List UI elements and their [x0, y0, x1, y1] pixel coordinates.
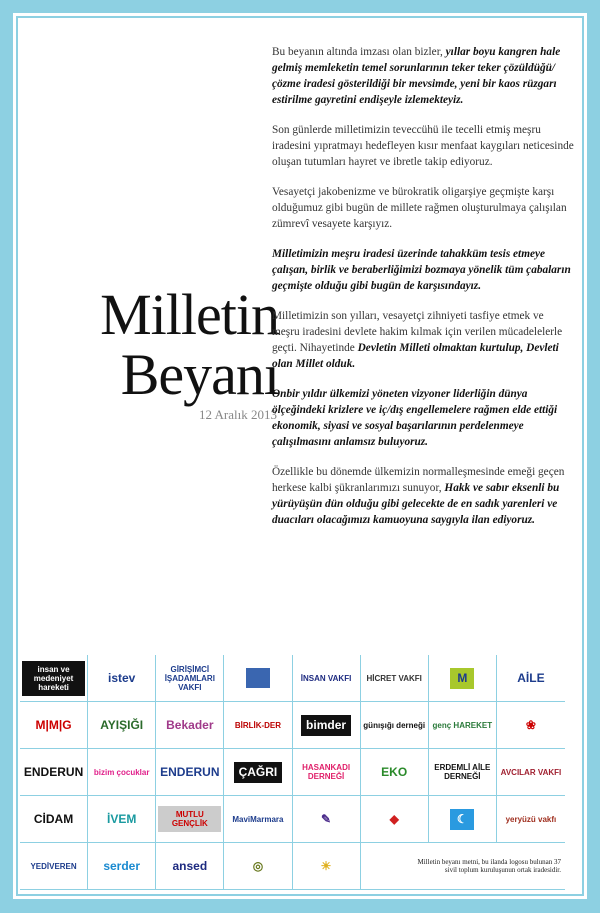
organization-logo: ☾ — [450, 809, 474, 830]
logo-cell — [429, 655, 497, 702]
logo-cell — [224, 843, 292, 890]
logo-cell — [497, 702, 565, 749]
organization-logo: ENDERUN — [23, 764, 84, 779]
paragraph — [272, 386, 574, 450]
logo-cell — [361, 702, 429, 749]
title-line2: Beyanı — [120, 342, 279, 407]
logo-cell — [88, 843, 156, 890]
title-line1: Milletin — [100, 282, 279, 347]
organization-logo: Bekader — [166, 717, 214, 732]
logo-cell — [88, 655, 156, 702]
logo-cell — [293, 655, 361, 702]
paragraph — [272, 246, 574, 294]
organization-logo — [246, 668, 270, 688]
logo-cell — [156, 796, 224, 843]
logo-cell — [156, 749, 224, 796]
footer-note-text: Milletin beyanı metni, bu ilanda logosu bulunan 37 sivil toplum kuruluşunun ortak iradesidir. — [417, 858, 561, 874]
logo-cell — [224, 796, 292, 843]
organization-logo: ◆ — [389, 811, 399, 826]
paragraph — [272, 122, 574, 170]
organization-logo: CİDAM — [33, 811, 74, 826]
organization-logo: BİRLİK-DER — [234, 720, 282, 730]
organization-logo: genç HAREKET — [432, 720, 493, 730]
organization-logo: ☀ — [320, 858, 332, 873]
organization-logo: ÇAĞRI — [234, 762, 283, 783]
declaration-text — [272, 44, 574, 542]
logo-cell — [88, 702, 156, 749]
organization-logo: MaviMarmara — [232, 814, 284, 824]
logo-cell — [293, 749, 361, 796]
logo-cell — [156, 702, 224, 749]
logo-cell — [224, 702, 292, 749]
organization-logo: M|M|G — [35, 717, 72, 732]
logo-cell — [361, 655, 429, 702]
logo-cell — [497, 796, 565, 843]
logo-cell — [497, 655, 565, 702]
logo-cell — [88, 749, 156, 796]
logo-cell — [224, 655, 292, 702]
organization-logo: HİCRET VAKFI — [366, 673, 422, 683]
organization-logo: istev — [108, 670, 136, 685]
organization-logo: ERDEMLİ AİLE DERNEĞİ — [434, 763, 491, 781]
organization-logo: HASANKADI DERNEĞİ — [302, 763, 351, 781]
logo-cell — [429, 702, 497, 749]
organization-logo: AYIŞIĞI — [100, 717, 144, 732]
logo-cell — [293, 702, 361, 749]
paragraph-plain: Vesayetçi jakobenizme ve bürokratik oligarşiye geçmişte karşı olduğumuz gibi bugün de millete rağmen oluşturulmaya çalışılan zümrevî vesayete karşıyız. — [272, 186, 567, 230]
organization-logo: ENDERUN — [160, 764, 220, 779]
organization-logo: İNSAN VAKFI — [300, 673, 352, 683]
organization-logo: ❀ — [525, 717, 536, 732]
logo-cell — [224, 749, 292, 796]
logo-cell — [429, 749, 497, 796]
paragraph-emphasis: yıllar boyu kangren hale gelmiş memleketin temel sorunlarının teker teker çözüldüğü/çözme iradesi gösterildiği bir mevsimde, yeni bir kaos rüzgarı estirilme gayretini endişeyle izlemekteyiz. — [272, 46, 561, 106]
organization-logo: YEDİVEREN — [30, 861, 77, 871]
organization-logo: serder — [103, 858, 141, 873]
paragraph-plain: Milletimizin son yılları, vesayetçi zihniyeti tasfiye etmek ve meşru iradesini devlete hakim kılmak için verilen mücadelelerle geçti. Nihayetinde — [272, 310, 563, 354]
logo-cell — [293, 843, 361, 890]
paragraph — [272, 464, 574, 528]
paragraph — [272, 308, 574, 372]
paragraph-emphasis: Devletin Milleti olmaktan kurtulup, Devleti olan Millet olduk. — [272, 342, 559, 370]
organization-logo: GİRİŞİMCİ İŞADAMLARI VAKFI — [164, 664, 215, 692]
logo-cell — [20, 655, 88, 702]
logo-cell — [497, 749, 565, 796]
title-block — [43, 282, 279, 422]
logo-cell — [293, 796, 361, 843]
logo-cell — [361, 749, 429, 796]
paragraph-emphasis: Milletimizin meşru iradesi üzerinde tahakküm tesis etmeye çalışan, birlik ve beraberliğimizi bozmaya yönelik tüm çabaların geçmişte olduğu gibi bugün de karşısındayız. — [272, 248, 571, 292]
paragraph — [272, 184, 574, 232]
logo-cell — [361, 796, 429, 843]
paragraph-plain: Özellikle bu dönemde ülkemizin normalleşmesinde emeği geçen herkese kalbi şükranlarımızı sunuyor, — [272, 466, 565, 494]
page — [13, 13, 587, 899]
logo-cell — [20, 702, 88, 749]
footer-note — [361, 843, 565, 890]
paragraph-plain: Son günlerde milletimizin teveccühü ile tecelli etmiş meşru iradesini yıpratmayı hedefleyen kısır menfaat kaygıları neticesinde oluşan tutumları hayret ve ibretle takip ediyoruz. — [272, 124, 574, 168]
organization-logo: yeryüzü vakfı — [505, 814, 557, 824]
organization-logo: EKO — [381, 764, 408, 779]
paragraph-emphasis: Onbir yıldır ülkemizi yöneten vizyoner liderliğin dünya ölçeğindeki krizlere ve iç/dış engellemelere rağmen elde ettiği ekonomik, siyasi ve sosyal başarılarının perdelenmeye çalışılmasını anlamsız buluyoruz. — [272, 388, 558, 448]
paragraph — [272, 44, 574, 108]
organization-logo: bizim çocuklar — [93, 767, 150, 777]
organization-logo: MUTLU GENÇLİK — [158, 806, 221, 832]
organization-logo: ◎ — [252, 858, 264, 873]
organization-logo: AVCILAR VAKFI — [500, 767, 562, 777]
logo-cell — [429, 796, 497, 843]
logo-cell — [20, 796, 88, 843]
organization-logo: insan ve medeniyet hareketi — [22, 661, 85, 696]
organization-logo: günışığı derneği — [363, 720, 426, 730]
logo-cell — [88, 796, 156, 843]
paragraph-plain: Bu beyanın altında imzası olan bizler, — [272, 46, 446, 58]
organization-logo: İVEM — [107, 811, 137, 826]
organization-logo: ansed — [172, 858, 208, 873]
logo-cell — [156, 655, 224, 702]
logo-grid — [20, 655, 565, 890]
organization-logo: AİLE — [517, 670, 545, 685]
organization-logo: ✎ — [321, 811, 332, 826]
logo-cell — [20, 749, 88, 796]
logo-cell — [20, 843, 88, 890]
paragraph-emphasis: Hakk ve sabır eksenli bu yürüyüşün dün olduğu gibi gelecekte de en sadık yarenleri ve duacıları olacağımızı kamuoyuna saygıyla ilan ediyoruz. — [272, 482, 560, 526]
organization-logo: M — [450, 668, 474, 689]
organization-logo: bimder — [301, 715, 351, 736]
logo-cell — [156, 843, 224, 890]
date: 12 Aralık 2013 — [199, 407, 277, 422]
